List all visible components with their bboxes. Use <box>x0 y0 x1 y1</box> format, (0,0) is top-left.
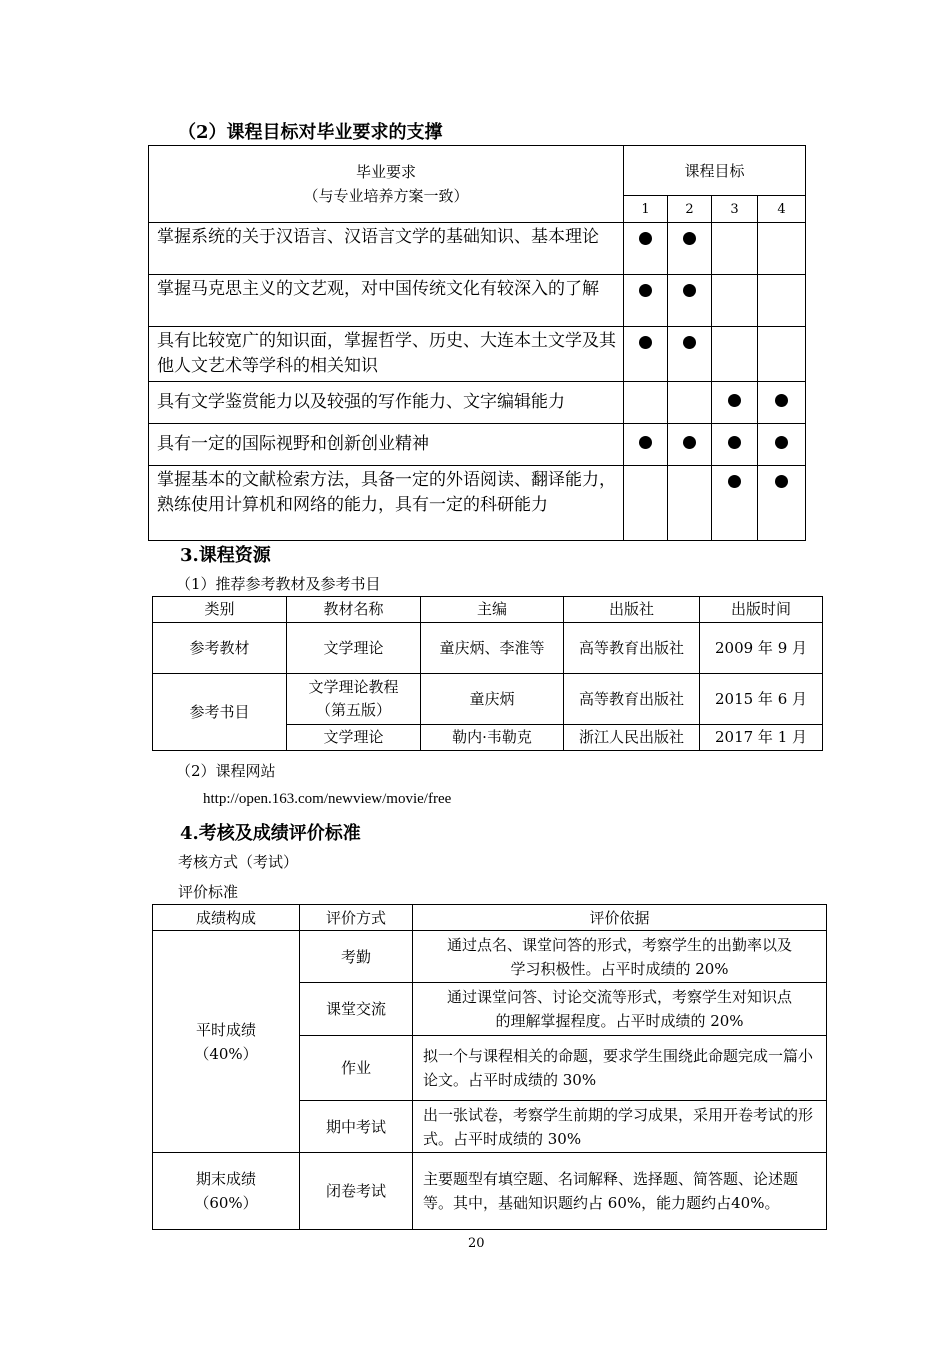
support-cell <box>758 275 806 327</box>
table-row <box>149 424 806 466</box>
reference-editor: 童庆炳 <box>421 674 564 725</box>
eval-method: 考勤 <box>300 931 413 983</box>
support-dot <box>728 475 741 488</box>
reference-date: 2017 年 1 月 <box>700 725 823 751</box>
requirement-header-note: （与专业培养方案一致） <box>303 187 469 205</box>
requirement-text: 掌握基本的文献检索方法，具备一定的外语阅读、翻译能力，熟练使用计算机和网络的能力，具有一定的科研能力 <box>149 466 624 541</box>
table-row <box>153 931 827 983</box>
support-cell <box>668 466 712 541</box>
reference-name: 文学理论 <box>287 725 421 751</box>
support-cell <box>712 466 758 541</box>
support-dot <box>639 232 652 245</box>
eval-standard-label: 评价标准 <box>178 883 239 901</box>
requirement-text: 具有文学鉴赏能力以及较强的写作能力、文字编辑能力 <box>149 382 624 424</box>
support-cell <box>668 382 712 424</box>
table-row <box>149 466 806 541</box>
support-cell <box>668 223 712 275</box>
requirement-text: 具有比较宽广的知识面，掌握哲学、历史、大连本土文学及其他人文艺术等学科的相关知识 <box>149 327 624 382</box>
reference-name-line1: 文学理论教程 <box>308 678 399 696</box>
goal-number: 1 <box>624 196 668 223</box>
support-cell <box>624 275 668 327</box>
eval-basis <box>413 931 827 983</box>
support-cell <box>668 424 712 466</box>
reference-editor: 勒内·韦勒克 <box>421 725 564 751</box>
books-header-name: 教材名称 <box>287 597 421 623</box>
section-3-title: 3.课程资源 <box>180 545 271 566</box>
textbook-name: 文学理论 <box>287 623 421 674</box>
support-dot <box>639 284 652 297</box>
support-cell <box>712 382 758 424</box>
table-row <box>153 623 823 674</box>
table-row <box>153 674 823 725</box>
support-dot <box>639 336 652 349</box>
support-cell <box>624 466 668 541</box>
eval-basis-line: 学习积极性。占平时成绩的 20% <box>510 959 729 978</box>
reference-publisher: 浙江人民出版社 <box>564 725 700 751</box>
support-cell <box>624 223 668 275</box>
books-header-category: 类别 <box>153 597 287 623</box>
regular-grade-pct: （40%） <box>194 1044 258 1063</box>
course-website-link[interactable]: http://open.163.com/newview/movie/free <box>203 791 452 807</box>
grading-table <box>152 904 827 1230</box>
final-basis: 主要题型有填空题、名词解释、选择题、简答题、论述题等。其中，基础知识题约占 60%，能力题约占40%。 <box>413 1153 827 1230</box>
support-dot <box>683 436 696 449</box>
reference-category: 参考书目 <box>153 674 287 751</box>
eval-basis-line: 的理解掌握程度。占平时成绩的 20% <box>495 1012 744 1030</box>
support-cell <box>712 327 758 382</box>
support-cell <box>624 327 668 382</box>
table-row <box>149 223 806 275</box>
support-table <box>148 145 806 541</box>
eval-method: 期中考试 <box>300 1101 413 1153</box>
support-cell <box>758 223 806 275</box>
support-dot <box>683 284 696 297</box>
support-cell <box>624 382 668 424</box>
textbook-date: 2009 年 9 月 <box>700 623 823 674</box>
section-4-title: 4.考核及成绩评价标准 <box>180 823 361 844</box>
final-method: 闭卷考试 <box>300 1153 413 1230</box>
eval-basis <box>413 983 827 1036</box>
support-dot <box>775 475 788 488</box>
support-dot <box>775 394 788 407</box>
textbook-editor: 童庆炳、李淮等 <box>421 623 564 674</box>
requirement-text: 掌握马克思主义的文艺观，对中国传统文化有较深入的了解 <box>149 275 624 327</box>
requirement-text: 掌握系统的关于汉语言、汉语言文学的基础知识、基本理论 <box>149 223 624 275</box>
table-row <box>149 275 806 327</box>
support-cell <box>668 275 712 327</box>
books-header-publisher: 出版社 <box>564 597 700 623</box>
page-number: 20 <box>468 1236 485 1251</box>
support-cell <box>758 466 806 541</box>
eval-basis: 出一张试卷，考察学生前期的学习成果，采用开卷考试的形式。占平时成绩的 30% <box>413 1101 827 1153</box>
regular-grade-cell <box>153 931 300 1153</box>
support-cell <box>758 327 806 382</box>
support-cell <box>712 424 758 466</box>
eval-basis-line: 通过点名、课堂问答的形式，考察学生的出勤率以及 <box>446 935 792 954</box>
requirement-header: 毕业要求 <box>355 163 416 181</box>
final-grade-label: 期末成绩 <box>195 1170 256 1188</box>
requirement-text: 具有一定的国际视野和创新创业精神 <box>149 424 624 466</box>
reference-publisher: 高等教育出版社 <box>564 674 700 725</box>
eval-basis: 拟一个与课程相关的命题，要求学生围绕此命题完成一篇小论文。占平时成绩的 30% <box>413 1036 827 1101</box>
support-cell <box>668 327 712 382</box>
support-dot <box>728 436 741 449</box>
support-dot <box>683 336 696 349</box>
goal-number: 3 <box>712 196 758 223</box>
grading-header-method: 评价方式 <box>300 905 413 931</box>
regular-grade-label: 平时成绩 <box>195 1020 256 1039</box>
goal-number: 4 <box>758 196 806 223</box>
textbook-publisher: 高等教育出版社 <box>564 623 700 674</box>
reference-name <box>287 674 421 725</box>
requirement-header-cell <box>149 146 624 223</box>
exam-method: 考核方式（考试） <box>178 853 299 871</box>
reference-name-line2: （第五版） <box>315 701 391 719</box>
support-cell <box>758 382 806 424</box>
support-cell <box>712 223 758 275</box>
goals-header: 课程目标 <box>624 146 806 196</box>
textbook-category: 参考教材 <box>153 623 287 674</box>
support-dot <box>728 394 741 407</box>
table-row <box>149 327 806 382</box>
table-row <box>149 382 806 424</box>
section-2-title: （2）课程目标对毕业要求的支撑 <box>178 122 443 143</box>
support-cell <box>624 424 668 466</box>
resources-subheading-1: （1）推荐参考教材及参考书目 <box>176 575 381 593</box>
table-row <box>153 1153 827 1230</box>
final-grade-pct: （60%） <box>194 1194 258 1212</box>
final-grade-cell <box>153 1153 300 1230</box>
support-dot <box>683 232 696 245</box>
grading-header-composition: 成绩构成 <box>153 905 300 931</box>
eval-basis-line: 通过课堂问答、讨论交流等形式，考察学生对知识点 <box>446 988 792 1006</box>
goal-number: 2 <box>668 196 712 223</box>
support-dot <box>639 436 652 449</box>
support-dot <box>775 436 788 449</box>
reference-date: 2015 年 6 月 <box>700 674 823 725</box>
books-header-date: 出版时间 <box>700 597 823 623</box>
resources-subheading-2: （2）课程网站 <box>176 762 276 780</box>
eval-method: 作业 <box>300 1036 413 1101</box>
books-table <box>152 596 823 751</box>
support-cell <box>758 424 806 466</box>
books-header-editor: 主编 <box>421 597 564 623</box>
eval-method: 课堂交流 <box>300 983 413 1036</box>
grading-header-basis: 评价依据 <box>413 905 827 931</box>
support-cell <box>712 275 758 327</box>
